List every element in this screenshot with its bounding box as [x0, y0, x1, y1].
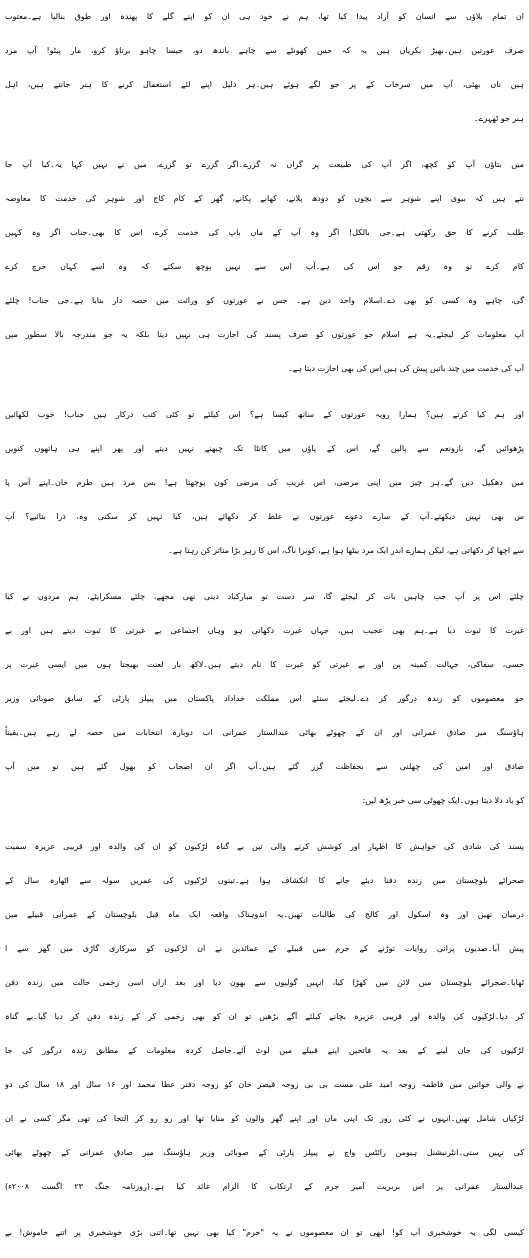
text-line: گی، چاہے وہ کسی کو بھی دے۔اسلام واحد دین ہے۔ جس نے عورتوں کو وراثت میں حصہ دار بنایا ہے۔جی جناب! چلئے: [5, 296, 524, 305]
text-line: کام کرے تو وہ رقم جو اس کی ہے۔آپ اس سے نہیں پوچھ سکتے کہ وہ اسے کہاں خرچ کرے: [5, 262, 524, 271]
text-line: آپ کی خدمت میں چند باتیں پیش کی ہیں اس کی بھی اجازت دیتا ہے۔: [287, 364, 524, 373]
text-line: آپ معلومات کر لیجئے۔یہ ہے اسلام جو عورتوں کو صرف پسند کی اجازت ہی نہیں دیتا بلکہ یہ جو مندرجہ بالا سطور میں: [5, 330, 524, 339]
text-line: کر دیا۔لڑکیوں کی والدہ اور قریبی عزیزہ بچانے کیلئے آگے بڑھیں تو ان کو بھی زخمی کر کے زندہ دفن کر دیا گیا۔بے گناہ: [5, 1012, 524, 1021]
text-line: جو معصوموں کو زندہ درگور کر دے۔لیجئے سنئے اس مملکت خداداد پاکستان میں پیپلز پارٹی کے سابق صوبائی وزیر: [5, 694, 524, 703]
text-line: س بھی نہیں دیکھتے۔آپ کے سارے دعوے عورتوں نے غلط کر دکھائے ہیں، کیا نہیں کر سکتی وہ، ذرا بتائیے؟ آپ: [5, 512, 524, 521]
text-line: حسی، سفاکی، جہالت کمینہ پن اور بے غیرتی کو غیرت کا نام دیتے ہیں۔لاکھ بار لعنت بھیجتا ہوں میں ایسی غیرت پر: [5, 660, 524, 669]
text-line: میں دھکیل دیں گے۔ہر چیز میں اپنی مرضی، اس غریب کی مرضی کون پوچھتا ہے! بس مرد ہیں طرم خان۔اپنے آس پا: [5, 478, 524, 487]
text-line: ہاؤسنگ میر صادق عمرانی اور ان کے چھوٹے بھائی عبدالستار عمرانی اب دوبارہ انتخابات میں حصہ لے رہے ہیں۔یقیناً: [5, 728, 524, 737]
paragraph: [5, 398, 524, 568]
text-line: پیش آیا۔صدیوں پرانی روایات توڑنے کے جرم میں قبیلے کے عمائدین نے ان لڑکیوں کو سرکاری گاڑی میں گھر سے ا: [5, 944, 524, 953]
text-line: درمیان تھیں اور وہ اسکول اور کالج کی طالبات تھیں۔یہ اندوہناک واقعہ ایک ماہ قبل بلوچستان کے عمرانی قبیلے میں: [5, 910, 524, 919]
paragraph: [5, 1216, 524, 1250]
text-line: صرف عورتیں ہیں۔بھیڑ بکریاں ہیں یہ کہ جس کھونٹے سے چاہے باندھ دو، جیسا چاہو برتاؤ کرو، مار پیٹو! آپ مرد: [5, 46, 524, 55]
text-line: صحرائے بلوچستان میں زندہ دفنا دیئے جانے کا انکشاف ہوا ہے۔تینوں لڑکیوں کی عمریں سولہ سے اٹھارہ سال کے: [5, 876, 524, 885]
text-line: اور ہم کیا کرتے ہیں؟ ہمارا رویہ عورتوں کے ساتھ کیسا ہے؟ اس کیلئے تو کئی کتب درکار ہیں جناب! خوب لکھائیں: [5, 410, 524, 419]
text-line: پڑھوائیں گے، نازونعم سے پالیں گے، اس کے پاؤں میں کانٹا تک چبھنے نہیں دیتے اور پھر اپنے ہی ہاتھوں کنویں: [5, 444, 524, 453]
text-line: طلب کرنے کا حق رکھتی ہے۔جی بالکل! اگر وہ آپ کے ماں باپ کی خدمت کرے، اس کا بھی۔جناب اگر وہ کہیں: [5, 228, 524, 237]
text-line: صادق اور امین کی چھلنی سے بحفاظت گزر گئے ہیں۔آپ اگر ان اصحاب کو بھول گئے ہیں تو میں آپ: [5, 762, 524, 771]
text-line: کیسی لگی یہ خوشخبری آپ کو! ابھی تو ان معصوموں نے یہ "جرم" کیا بھی نہیں تھا۔اتنی بڑی خوشخبری پر اتنے خاموش! بے: [5, 1228, 524, 1237]
text-line: نے والی خواتین میں فاطمہ زوجہ امید علی مست بی بی زوجہ قیصر خان کو زوجہ دفتر عطا محمد اور ۱۶ سال اور ۱۸ سال کی دو: [5, 1080, 524, 1089]
text-line: نتے ہیں کہ بیوی اپنے شوہر سے بچوں کو دودھ پلانے، کھانے پکانے، گھر کے کام کاج اور شوہر کی خدمت کا معاوضہ: [5, 194, 524, 203]
text-line: ہنر جو ٹھہرے۔: [473, 114, 524, 123]
text-line: لڑکیاں شامل تھیں۔انہوں نے کئی روز تک اپنی ماں اور اپنے گھر والوں کو منایا تھا اور رو رو کر التجا کی تھی مگر کسی نے ان: [5, 1114, 524, 1123]
text-line: ٹھایا۔صحرائے بلوچستان میں لائن میں کھڑا کیا، انہیں گولیوں سے بھون دیا اور بعد ازاں اسی زخمی حالت میں زندہ دفن: [5, 978, 524, 987]
text-line: چلئے اس پر آپ جب چاہیں بات کر لیجئے گا، سر دست تو مبارکباد دینی تھی مجھے، چلئے مسکرایئے، ہم مردوں نے کیا: [5, 592, 524, 601]
text-line: ان تمام بلاؤں سے انسان کو آزاد پیدا کیا تھا، ہم نے خود ہی ان کو اپنے گلے کا پھندہ اور طوق بنالیا ہے۔معتوب: [5, 12, 524, 21]
text-line: میں بتاؤں آپ کو کچھ، اگر آپ کی طبیعت پر گراں نہ گزرے۔اگر گزرے تو گزرے، میں نے نہیں کہا یہ۔کیا آپ جا: [5, 160, 524, 169]
paragraph: [5, 0, 524, 136]
text-line: سے اچھا کر دکھاتی ہے، لیکن ہمارے اندر ایک مرد بیٹھا ہوا ہے، کوبرا ناگ، اس کا زہر بڑا متاثر کن رہتا ہے۔: [168, 546, 524, 555]
text-line: ہیں ناں بھئی، آپ میں سرخاب کے پر جو لگے ہوئے ہیں۔ہر ذلیل اپنے لئے استعمال کرنے کا ہنر جانتے ہیں، اہل: [5, 80, 524, 89]
text-line: عبدالستار عمرانی پر اس بربریت آمیز جرم کے ارتکاب کا الزام عائد کیا ہے۔(روزنامہ جنگ ۲۳ اگست ۲۰۰۸ء): [5, 1182, 524, 1191]
text-line: غیرت کا ثبوت دیا ہے۔ہم بھی عجیب ہیں، جہاں غیرت دکھانی ہو وہاں اجتماعی بے غیرتی کا ثبوت دیتے ہیں اور بے: [5, 626, 524, 635]
paragraph: [5, 580, 524, 818]
text-line: لڑکیوں کی جان لینے کے بعد یہ فاتحین اپنے قبیلے میں لوٹ آئے۔حاصل کردہ معلومات کے مطابق زندہ درگور کی جا: [5, 1046, 524, 1055]
news-quote-paragraph: [5, 830, 524, 1204]
text-line: کو یاد دلا دیتا ہوں۔ایک چھوٹی سی خبر پڑھ لیں:: [362, 796, 524, 805]
text-line: کی نہیں سنی۔انٹرنیشنل ہیومن رائٹس واچ نے پیپلز پارٹی کے صوبائی وزیر ہاؤسنگ میر صادق عمرانی کے چھوٹے بھائی: [5, 1148, 524, 1157]
text-line: پسند کی شادی کی خواہش کا اظہار اور کوشش کرنے والی تین بے گناہ لڑکیوں کو ان کی والدہ اور قریبی عزیزہ سمیت: [5, 842, 524, 851]
paragraph: [5, 148, 524, 386]
